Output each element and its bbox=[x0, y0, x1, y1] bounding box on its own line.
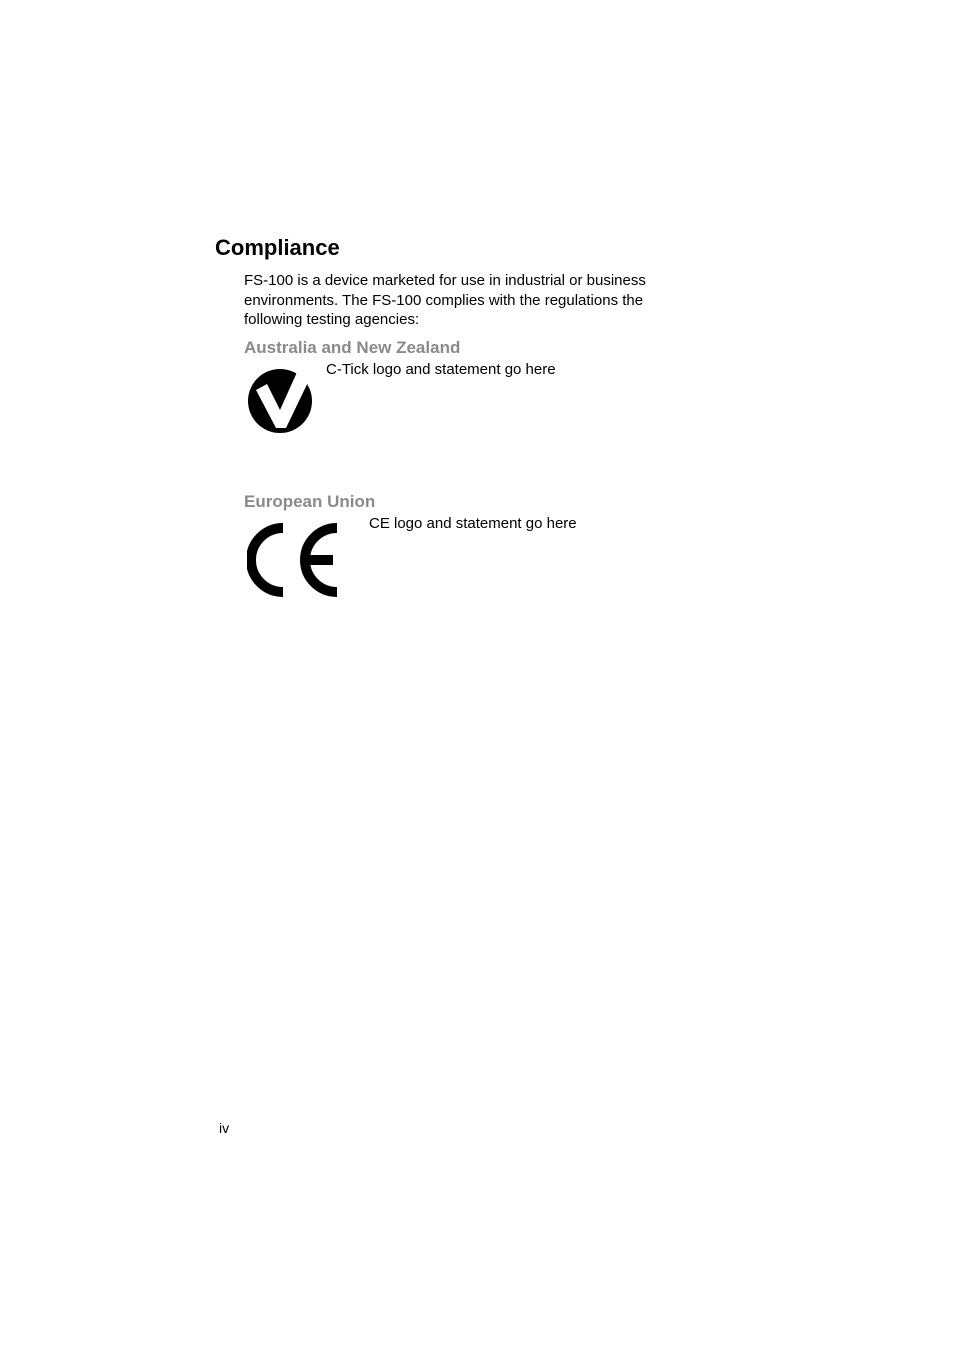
ce-statement: CE logo and statement go here bbox=[369, 515, 577, 532]
intro-paragraph: FS-100 is a device marketed for use in industrial or business environments. The FS-100 complies with the regulations the following testing agencies: bbox=[244, 272, 646, 328]
section-heading-european-union: European Union bbox=[244, 492, 376, 511]
page-number: iv bbox=[219, 1120, 230, 1136]
ce-logo-icon bbox=[247, 522, 341, 598]
section-heading-australia-nz: Australia and New Zealand bbox=[244, 338, 461, 357]
c-tick-logo-icon bbox=[246, 366, 314, 436]
c-tick-statement: C-Tick logo and statement go here bbox=[326, 361, 556, 378]
page-title: Compliance bbox=[215, 235, 340, 260]
